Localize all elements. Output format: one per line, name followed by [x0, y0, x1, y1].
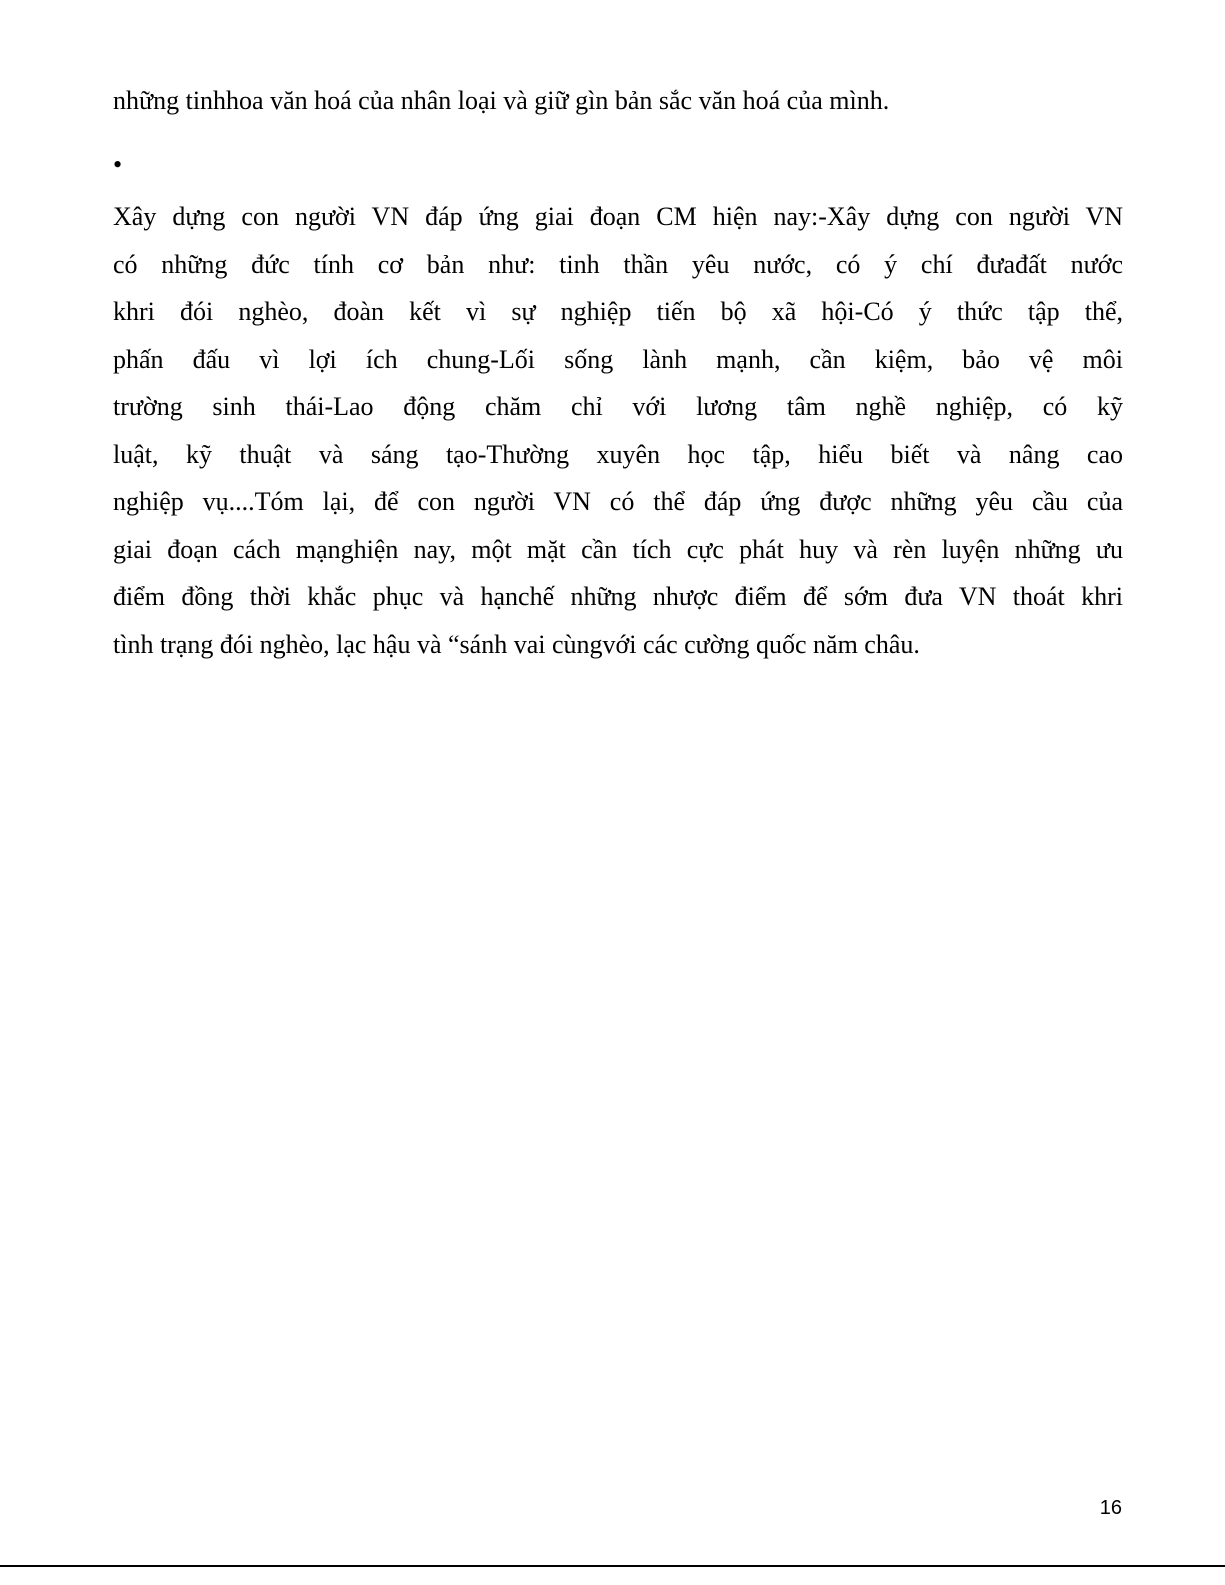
text-line: có những đức tính cơ bản như: tinh thần yêu nước, có ý chí đưađất nước: [113, 249, 1123, 279]
text-line: luật, kỹ thuật và sáng tạo-Thường xuyên học tập, hiểu biết và nâng cao: [113, 439, 1123, 469]
text-line: những tinhhoa văn hoá của nhân loại và giữ gìn bản sắc văn hoá của mình.: [113, 86, 890, 115]
text-line: tình trạng đói nghèo, lạc hậu và “sánh vai cùngvới các cường quốc năm châu.: [113, 629, 920, 659]
page-number: 16: [1099, 1497, 1122, 1519]
text-line: điểm đồng thời khắc phục và hạnchế những nhược điểm để sớm đưa VN thoát khri: [113, 582, 1123, 611]
paragraph-continuation: [113, 77, 1123, 125]
page-bottom-divider: [0, 1565, 1225, 1567]
text-line: khri đói nghèo, đoàn kết vì sự nghiệp tiến bộ xã hội-Có ý thức tập thể,: [113, 297, 1123, 326]
text-line: phấn đấu vì lợi ích chung-Lối sống lành mạnh, cần kiệm, bảo vệ môi: [113, 344, 1123, 374]
bullet-marker: •: [113, 150, 123, 179]
text-line: nghiệp vụ....Tóm lại, để con người VN có thể đáp ứng được những yêu cầu của: [113, 487, 1123, 516]
main-paragraph: [113, 193, 1123, 668]
text-line: trường sinh thái-Lao động chăm chỉ với lương tâm nghề nghiệp, có kỹ: [113, 392, 1123, 421]
text-line: Xây dựng con người VN đáp ứng giai đoạn CM hiện nay:-Xây dựng con người VN: [113, 202, 1123, 231]
text-line: giai đoạn cách mạnghiện nay, một mặt cần tích cực phát huy và rèn luyện những ưu: [113, 534, 1123, 564]
